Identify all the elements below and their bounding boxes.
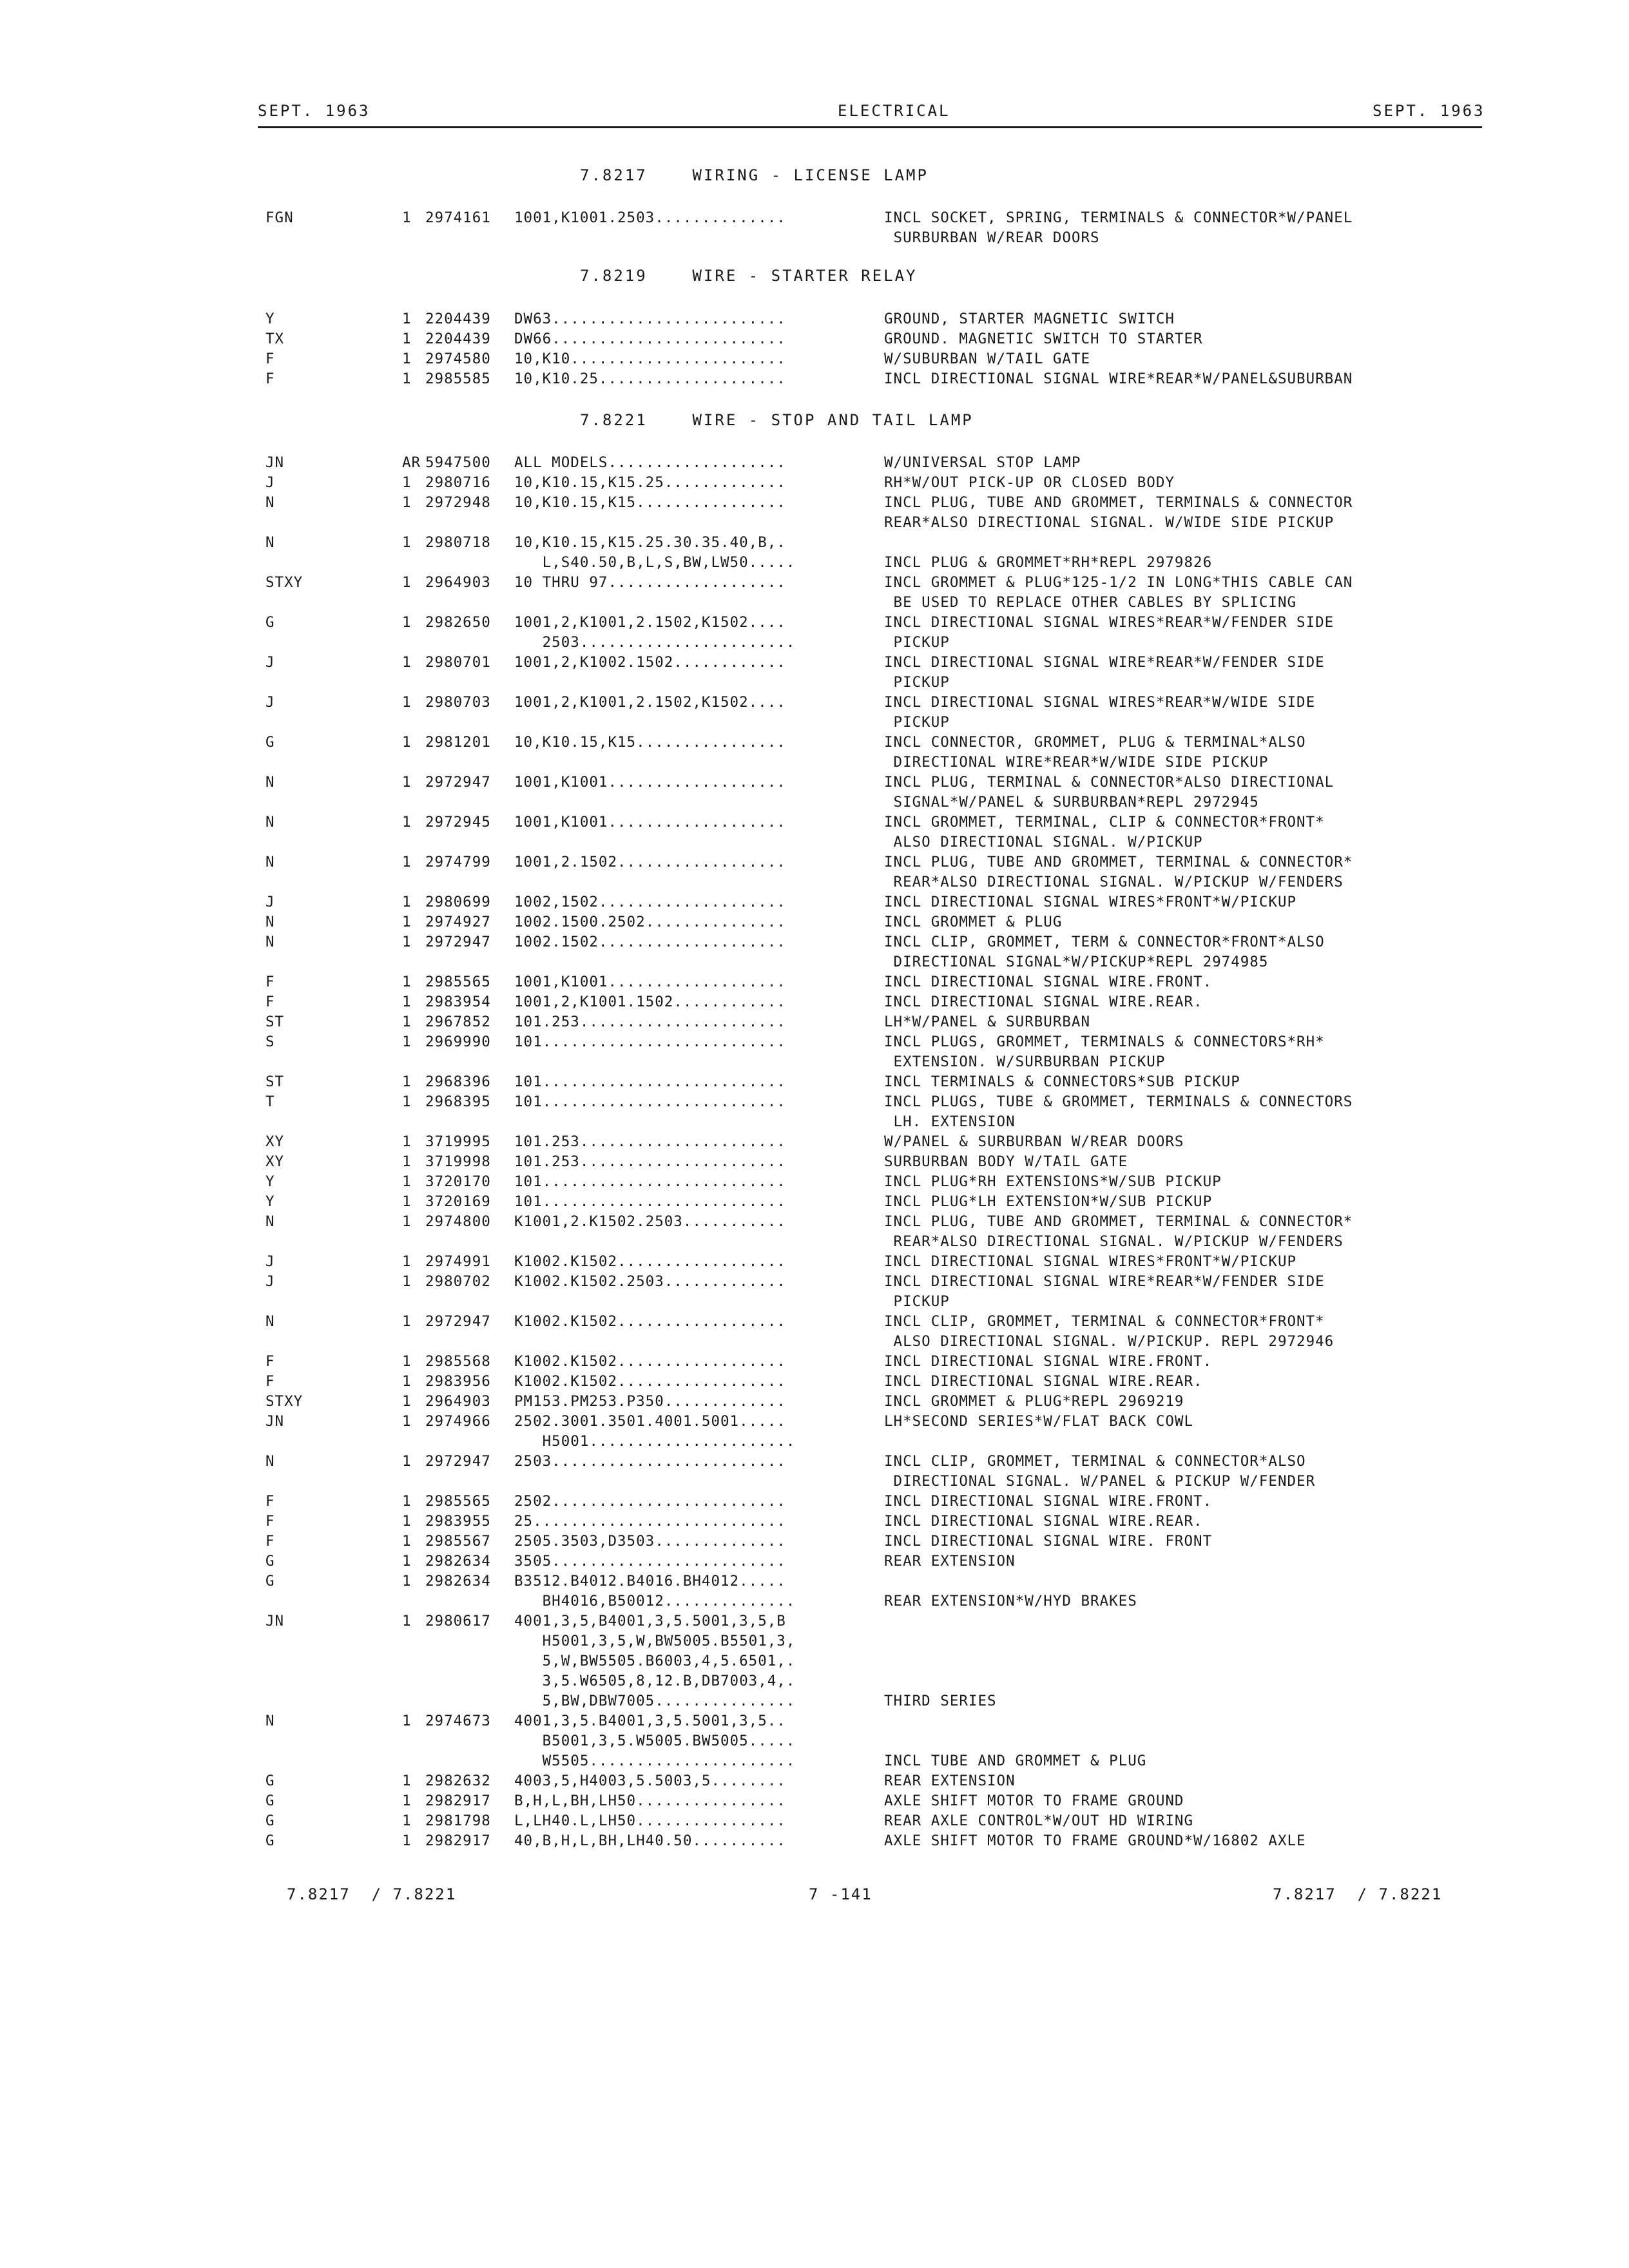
part-desc: PICKUP	[884, 634, 950, 651]
part-models: K1002.K1502..................	[514, 1313, 786, 1330]
part-desc: REAR EXTENSION*W/HYD BRAKES	[884, 1593, 1137, 1610]
part-qty: 1	[402, 474, 412, 491]
part-part: 2972947	[425, 934, 491, 950]
part-part: 3720169	[425, 1193, 491, 1210]
part-models: 10,K10.......................	[514, 351, 786, 367]
part-qty: 1	[402, 331, 412, 347]
part-qty: 1	[402, 351, 412, 367]
part-qty: 1	[402, 1253, 412, 1270]
part-models: 1002,1502....................	[514, 894, 786, 910]
part-desc: INCL PLUGS, GROMMET, TERMINALS & CONNECTORS*RH*	[884, 1033, 1325, 1050]
part-models: 40,B,H,L,BH,LH40.50..........	[514, 1832, 786, 1849]
part-part: 2974991	[425, 1253, 491, 1270]
part-code: G	[265, 1773, 275, 1789]
header-date-left: SEPT. 1963	[258, 102, 371, 120]
part-desc: INCL GROMMET, TERMINAL, CLIP & CONNECTOR*FRONT*	[884, 814, 1325, 831]
part-models: 1001,2,K1002.1502............	[514, 654, 786, 671]
part-part: 2204439	[425, 311, 491, 327]
part-qty: 1	[402, 1812, 412, 1829]
part-models: 10,K10.15,K15.25.30.35.40,B,.	[514, 534, 786, 551]
part-qty: 1	[402, 1193, 412, 1210]
part-models: 10,K10.15,K15.25.............	[514, 474, 786, 491]
part-code: F	[265, 1533, 275, 1550]
part-desc: INCL CLIP, GROMMET, TERMINAL & CONNECTOR*FRONT*	[884, 1313, 1325, 1330]
part-desc: ALSO DIRECTIONAL SIGNAL. W/PICKUP	[884, 834, 1203, 850]
part-models: K1002.K1502..................	[514, 1253, 786, 1270]
part-qty: 1	[402, 1393, 412, 1410]
header-date-right: SEPT. 1963	[1373, 102, 1485, 120]
part-desc: W/UNIVERSAL STOP LAMP	[884, 454, 1081, 471]
part-qty: 1	[402, 1573, 412, 1590]
part-qty: 1	[402, 534, 412, 551]
part-desc: DIRECTIONAL SIGNAL. W/PANEL & PICKUP W/FENDER	[884, 1473, 1316, 1490]
part-models: 1001,K1001.2503..............	[514, 209, 786, 226]
part-code: JN	[265, 1413, 285, 1430]
part-desc: INCL CONNECTOR, GROMMET, PLUG & TERMINAL*ALSO	[884, 734, 1306, 751]
footer-section-right: 7.8217 / 7.8221	[1273, 1885, 1443, 1903]
part-code: STXY	[265, 574, 304, 591]
part-part: 2985565	[425, 1493, 491, 1510]
part-qty: 1	[402, 1273, 412, 1290]
part-part: 2980703	[425, 694, 491, 711]
part-qty: 1	[402, 1613, 412, 1629]
part-models: B3512.B4012.B4016.BH4012.....	[514, 1573, 786, 1590]
part-part: 2980617	[425, 1613, 491, 1629]
part-part: 2980699	[425, 894, 491, 910]
part-desc: PICKUP	[884, 674, 950, 691]
part-part: 2974800	[425, 1213, 491, 1230]
part-qty: 1	[402, 1493, 412, 1510]
part-models: 5,BW,DBW7005...............	[514, 1693, 796, 1709]
section-title: 7.8221 WIRE - STOP AND TAIL LAMP	[580, 411, 974, 429]
part-code: J	[265, 694, 275, 711]
part-part: 2980718	[425, 534, 491, 551]
part-qty: 1	[402, 1173, 412, 1190]
part-code: J	[265, 1273, 275, 1290]
part-models: K1002.K1502..................	[514, 1353, 786, 1370]
part-desc: INCL DIRECTIONAL SIGNAL WIRES*REAR*W/FENDER SIDE	[884, 614, 1335, 631]
part-part: 2974799	[425, 854, 491, 870]
part-qty: 1	[402, 974, 412, 990]
part-code: Y	[265, 1193, 275, 1210]
part-qty: 1	[402, 814, 412, 831]
part-part: 2982632	[425, 1773, 491, 1789]
part-part: 2981798	[425, 1812, 491, 1829]
part-desc: RH*W/OUT PICK-UP OR CLOSED BODY	[884, 474, 1175, 491]
part-models: K1002.K1502..................	[514, 1373, 786, 1390]
part-qty: AR	[402, 454, 421, 471]
part-desc: INCL DIRECTIONAL SIGNAL WIRES*FRONT*W/PICKUP	[884, 894, 1297, 910]
part-models: 2503.........................	[514, 1453, 786, 1470]
part-desc: REAR*ALSO DIRECTIONAL SIGNAL. W/PICKUP W/FENDERS	[884, 1233, 1344, 1250]
part-part: 2981201	[425, 734, 491, 751]
part-desc: INCL TUBE AND GROMMET & PLUG	[884, 1753, 1147, 1769]
part-desc: INCL DIRECTIONAL SIGNAL WIRE.FRONT.	[884, 974, 1213, 990]
part-desc: DIRECTIONAL SIGNAL*W/PICKUP*REPL 2974985	[884, 954, 1269, 970]
part-desc: INCL DIRECTIONAL SIGNAL WIRE*REAR*W/PANEL&SUBURBAN	[884, 370, 1353, 387]
part-desc: GROUND. MAGNETIC SWITCH TO STARTER	[884, 331, 1203, 347]
part-part: 2967852	[425, 1014, 491, 1030]
header-rule	[258, 126, 1482, 128]
part-code: JN	[265, 454, 285, 471]
part-models: H5001,3,5,W,BW5005.B5501,3,	[514, 1633, 796, 1649]
part-part: 2974927	[425, 914, 491, 930]
part-code: N	[265, 1713, 275, 1729]
part-desc: REAR EXTENSION	[884, 1773, 1016, 1789]
part-qty: 1	[402, 694, 412, 711]
part-part: 2982634	[425, 1573, 491, 1590]
part-code: XY	[265, 1153, 285, 1170]
part-code: N	[265, 1453, 275, 1470]
part-desc: DIRECTIONAL WIRE*REAR*W/WIDE SIDE PICKUP	[884, 754, 1269, 771]
part-desc: REAR*ALSO DIRECTIONAL SIGNAL. W/PICKUP W/FENDERS	[884, 874, 1344, 890]
part-qty: 1	[402, 1413, 412, 1430]
part-code: G	[265, 1553, 275, 1570]
part-part: 2974161	[425, 209, 491, 226]
part-desc: INCL PLUG, TUBE AND GROMMET, TERMINAL & CONNECTOR*	[884, 854, 1353, 870]
part-desc: EXTENSION. W/SURBURBAN PICKUP	[884, 1053, 1166, 1070]
part-qty: 1	[402, 494, 412, 511]
part-desc: INCL DIRECTIONAL SIGNAL WIRE.FRONT.	[884, 1493, 1213, 1510]
part-models: 1002.1502....................	[514, 934, 786, 950]
part-qty: 1	[402, 654, 412, 671]
part-desc: REAR*ALSO DIRECTIONAL SIGNAL. W/WIDE SIDE PICKUP	[884, 514, 1335, 531]
part-desc: PICKUP	[884, 714, 950, 731]
part-part: 2982650	[425, 614, 491, 631]
part-qty: 1	[402, 1773, 412, 1789]
part-models: 101.253......................	[514, 1014, 786, 1030]
part-part: 2980701	[425, 654, 491, 671]
part-desc: LH*W/PANEL & SURBURBAN	[884, 1014, 1091, 1030]
part-desc: INCL GROMMET & PLUG	[884, 914, 1063, 930]
part-desc: GROUND, STARTER MAGNETIC SWITCH	[884, 311, 1175, 327]
part-qty: 1	[402, 1832, 412, 1849]
part-qty: 1	[402, 614, 412, 631]
part-desc: AXLE SHIFT MOTOR TO FRAME GROUND	[884, 1792, 1184, 1809]
part-models: K1002.K1502.2503.............	[514, 1273, 786, 1290]
part-desc: W/PANEL & SURBURBAN W/REAR DOORS	[884, 1133, 1184, 1150]
part-code: FGN	[265, 209, 294, 226]
part-models: BH4016,B50012..............	[514, 1593, 796, 1610]
part-part: 2985568	[425, 1353, 491, 1370]
part-models: 101..........................	[514, 1093, 786, 1110]
part-code: JN	[265, 1613, 285, 1629]
part-part: 2974966	[425, 1413, 491, 1430]
part-desc: INCL SOCKET, SPRING, TERMINALS & CONNECTOR*W/PANEL	[884, 209, 1353, 226]
part-qty: 1	[402, 994, 412, 1010]
part-desc: INCL DIRECTIONAL SIGNAL WIRE.REAR.	[884, 994, 1203, 1010]
part-models: 1001,K1001...................	[514, 814, 786, 831]
part-qty: 1	[402, 1713, 412, 1729]
part-models: 101..........................	[514, 1033, 786, 1050]
part-desc: INCL PLUG, TUBE AND GROMMET, TERMINALS & CONNECTOR	[884, 494, 1353, 511]
part-models: 2503.......................	[514, 634, 796, 651]
part-qty: 1	[402, 370, 412, 387]
part-code: F	[265, 1493, 275, 1510]
part-code: Y	[265, 311, 275, 327]
part-desc: BE USED TO REPLACE OTHER CABLES BY SPLICING	[884, 594, 1297, 611]
part-code: F	[265, 994, 275, 1010]
part-part: 3719995	[425, 1133, 491, 1150]
part-code: G	[265, 1792, 275, 1809]
part-models: 1001,K1001...................	[514, 774, 786, 791]
part-part: 2985567	[425, 1533, 491, 1550]
part-code: G	[265, 1832, 275, 1849]
part-part: 5947500	[425, 454, 491, 471]
part-models: 2502.........................	[514, 1493, 786, 1510]
part-code: G	[265, 1573, 275, 1590]
part-desc: INCL CLIP, GROMMET, TERM & CONNECTOR*FRONT*ALSO	[884, 934, 1325, 950]
part-models: W5505......................	[514, 1753, 796, 1769]
part-desc: AXLE SHIFT MOTOR TO FRAME GROUND*W/16802 AXLE	[884, 1832, 1306, 1849]
part-part: 2982917	[425, 1832, 491, 1849]
part-desc: INCL GROMMET & PLUG*125-1/2 IN LONG*THIS CABLE CAN	[884, 574, 1353, 591]
part-models: 1001,2,K1001,2.1502,K1502....	[514, 614, 786, 631]
part-desc: SIGNAL*W/PANEL & SURBURBAN*REPL 2972945	[884, 794, 1259, 811]
part-code: N	[265, 914, 275, 930]
part-code: G	[265, 614, 275, 631]
part-models: 1001,2,K1001,2.1502,K1502....	[514, 694, 786, 711]
part-desc: REAR EXTENSION	[884, 1553, 1016, 1570]
part-code: XY	[265, 1133, 285, 1150]
part-desc: INCL PLUG*RH EXTENSIONS*W/SUB PICKUP	[884, 1173, 1222, 1190]
part-qty: 1	[402, 1453, 412, 1470]
part-models: 1001,2,K1001.1502............	[514, 994, 786, 1010]
part-desc: SURBURBAN W/REAR DOORS	[884, 229, 1100, 246]
part-desc: INCL DIRECTIONAL SIGNAL WIRES*REAR*W/WIDE SIDE	[884, 694, 1316, 711]
part-models: 10,K10.15,K15................	[514, 734, 786, 751]
part-code: G	[265, 1812, 275, 1829]
part-qty: 1	[402, 1313, 412, 1330]
part-part: 3719998	[425, 1153, 491, 1170]
part-code: T	[265, 1093, 275, 1110]
part-part: 2974580	[425, 351, 491, 367]
part-desc: INCL GROMMET & PLUG*REPL 2969219	[884, 1393, 1184, 1410]
part-desc: INCL DIRECTIONAL SIGNAL WIRE.FRONT.	[884, 1353, 1213, 1370]
part-models: L,S40.50,B,L,S,BW,LW50.....	[514, 554, 796, 571]
part-part: 2972947	[425, 774, 491, 791]
part-part: 2964903	[425, 1393, 491, 1410]
section-title: 7.8217 WIRING - LICENSE LAMP	[580, 166, 929, 184]
part-models: PM153.PM253.P350.............	[514, 1393, 786, 1410]
part-part: 2972945	[425, 814, 491, 831]
part-qty: 1	[402, 1513, 412, 1530]
part-part: 2974673	[425, 1713, 491, 1729]
part-models: 101.253......................	[514, 1133, 786, 1150]
part-code: N	[265, 534, 275, 551]
part-code: F	[265, 1373, 275, 1390]
part-part: 2982634	[425, 1553, 491, 1570]
part-models: 4003,5,H4003,5.5003,5........	[514, 1773, 786, 1789]
part-desc: LH*SECOND SERIES*W/FLAT BACK COWL	[884, 1413, 1194, 1430]
header-title: ELECTRICAL	[838, 102, 950, 120]
part-part: 2983954	[425, 994, 491, 1010]
part-models: 101..........................	[514, 1173, 786, 1190]
part-models: 4001,3,5,B4001,3,5.5001,3,5,B	[514, 1613, 786, 1629]
part-qty: 1	[402, 1353, 412, 1370]
part-code: N	[265, 1213, 275, 1230]
part-qty: 1	[402, 934, 412, 950]
part-models: B,H,L,BH,LH50................	[514, 1792, 786, 1809]
part-models: 10,K10.15,K15................	[514, 494, 786, 511]
part-code: S	[265, 1033, 275, 1050]
part-code: TX	[265, 331, 285, 347]
part-qty: 1	[402, 574, 412, 591]
part-qty: 1	[402, 914, 412, 930]
part-part: 2985565	[425, 974, 491, 990]
part-qty: 1	[402, 1792, 412, 1809]
part-code: J	[265, 1253, 275, 1270]
part-part: 2983956	[425, 1373, 491, 1390]
part-qty: 1	[402, 734, 412, 751]
part-models: 3505.........................	[514, 1553, 786, 1570]
part-qty: 1	[402, 854, 412, 870]
part-qty: 1	[402, 894, 412, 910]
part-code: N	[265, 774, 275, 791]
part-desc: INCL PLUG, TUBE AND GROMMET, TERMINAL & CONNECTOR*	[884, 1213, 1353, 1230]
part-code: J	[265, 474, 275, 491]
part-code: F	[265, 1513, 275, 1530]
part-code: F	[265, 370, 275, 387]
part-code: F	[265, 1353, 275, 1370]
part-desc: INCL PLUG, TERMINAL & CONNECTOR*ALSO DIRECTIONAL	[884, 774, 1335, 791]
section-title: 7.8219 WIRE - STARTER RELAY	[580, 267, 918, 285]
part-qty: 1	[402, 1153, 412, 1170]
part-qty: 1	[402, 1533, 412, 1550]
part-desc: INCL DIRECTIONAL SIGNAL WIRE. FRONT	[884, 1533, 1213, 1550]
part-part: 2204439	[425, 331, 491, 347]
part-qty: 1	[402, 1373, 412, 1390]
part-code: N	[265, 814, 275, 831]
part-models: 10 THRU 97...................	[514, 574, 786, 591]
part-models: 10,K10.25....................	[514, 370, 786, 387]
part-code: J	[265, 654, 275, 671]
part-desc: INCL DIRECTIONAL SIGNAL WIRE.REAR.	[884, 1373, 1203, 1390]
part-desc: W/SUBURBAN W/TAIL GATE	[884, 351, 1091, 367]
part-models: 101..........................	[514, 1193, 786, 1210]
part-models: 2505.3503,D3503..............	[514, 1533, 786, 1550]
part-qty: 1	[402, 209, 412, 226]
part-part: 2968396	[425, 1073, 491, 1090]
part-part: 2972947	[425, 1453, 491, 1470]
part-part: 2982917	[425, 1792, 491, 1809]
page-number: 7 -141	[809, 1885, 872, 1903]
part-code: F	[265, 351, 275, 367]
part-qty: 1	[402, 1073, 412, 1090]
part-desc: INCL CLIP, GROMMET, TERMINAL & CONNECTOR*ALSO	[884, 1453, 1306, 1470]
part-models: 2502.3001.3501.4001.5001.....	[514, 1413, 786, 1430]
part-part: 3720170	[425, 1173, 491, 1190]
part-desc: INCL PLUG & GROMMET*RH*REPL 2979826	[884, 554, 1213, 571]
part-code: N	[265, 494, 275, 511]
part-part: 2985585	[425, 370, 491, 387]
part-models: 101..........................	[514, 1073, 786, 1090]
part-qty: 1	[402, 1133, 412, 1150]
part-code: J	[265, 894, 275, 910]
part-desc: INCL DIRECTIONAL SIGNAL WIRE.REAR.	[884, 1513, 1203, 1530]
part-code: G	[265, 734, 275, 751]
part-models: 4001,3,5.B4001,3,5.5001,3,5..	[514, 1713, 786, 1729]
part-qty: 1	[402, 311, 412, 327]
part-part: 2972947	[425, 1313, 491, 1330]
part-qty: 1	[402, 1213, 412, 1230]
part-desc: PICKUP	[884, 1293, 950, 1310]
part-models: 25...........................	[514, 1513, 786, 1530]
part-qty: 1	[402, 774, 412, 791]
part-part: 2980716	[425, 474, 491, 491]
part-qty: 1	[402, 1014, 412, 1030]
part-models: 1002.1500.2502...............	[514, 914, 786, 930]
part-desc: INCL DIRECTIONAL SIGNAL WIRES*FRONT*W/PICKUP	[884, 1253, 1297, 1270]
part-code: Y	[265, 1173, 275, 1190]
part-code: STXY	[265, 1393, 304, 1410]
part-models: 5,W,BW5505.B6003,4,5.6501,.	[514, 1653, 796, 1669]
part-part: 2968395	[425, 1093, 491, 1110]
part-desc: THIRD SERIES	[884, 1693, 997, 1709]
part-desc: INCL PLUG*LH EXTENSION*W/SUB PICKUP	[884, 1193, 1213, 1210]
part-part: 2980702	[425, 1273, 491, 1290]
part-part: 2983955	[425, 1513, 491, 1530]
part-code: N	[265, 934, 275, 950]
part-part: 2964903	[425, 574, 491, 591]
part-code: N	[265, 1313, 275, 1330]
part-part: 2972948	[425, 494, 491, 511]
part-desc: LH. EXTENSION	[884, 1113, 1016, 1130]
part-models: ALL MODELS...................	[514, 454, 786, 471]
part-desc: SURBURBAN BODY W/TAIL GATE	[884, 1153, 1128, 1170]
part-models: 3,5.W6505,8,12.B,DB7003,4,.	[514, 1673, 796, 1689]
part-desc: INCL PLUGS, TUBE & GROMMET, TERMINALS & CONNECTORS	[884, 1093, 1353, 1110]
part-models: 101.253......................	[514, 1153, 786, 1170]
part-desc: ALSO DIRECTIONAL SIGNAL. W/PICKUP. REPL 2972946	[884, 1333, 1335, 1350]
part-code: N	[265, 854, 275, 870]
part-qty: 1	[402, 1093, 412, 1110]
part-desc: REAR AXLE CONTROL*W/OUT HD WIRING	[884, 1812, 1194, 1829]
part-part: 2969990	[425, 1033, 491, 1050]
part-models: H5001......................	[514, 1433, 796, 1450]
part-desc: INCL DIRECTIONAL SIGNAL WIRE*REAR*W/FENDER SIDE	[884, 1273, 1325, 1290]
part-models: 1001,2.1502..................	[514, 854, 786, 870]
part-models: 1001,K1001...................	[514, 974, 786, 990]
part-code: ST	[265, 1014, 285, 1030]
part-models: DW63.........................	[514, 311, 786, 327]
part-qty: 1	[402, 1553, 412, 1570]
footer-section-left: 7.8217 / 7.8221	[287, 1885, 457, 1903]
part-desc: INCL DIRECTIONAL SIGNAL WIRE*REAR*W/FENDER SIDE	[884, 654, 1325, 671]
part-desc: INCL TERMINALS & CONNECTORS*SUB PICKUP	[884, 1073, 1240, 1090]
part-code: F	[265, 974, 275, 990]
part-code: ST	[265, 1073, 285, 1090]
part-qty: 1	[402, 1033, 412, 1050]
part-models: B5001,3,5.W5005.BW5005.....	[514, 1733, 796, 1749]
part-models: DW66.........................	[514, 331, 786, 347]
part-models: L,LH40.L,LH50................	[514, 1812, 786, 1829]
part-models: K1001,2.K1502.2503...........	[514, 1213, 786, 1230]
